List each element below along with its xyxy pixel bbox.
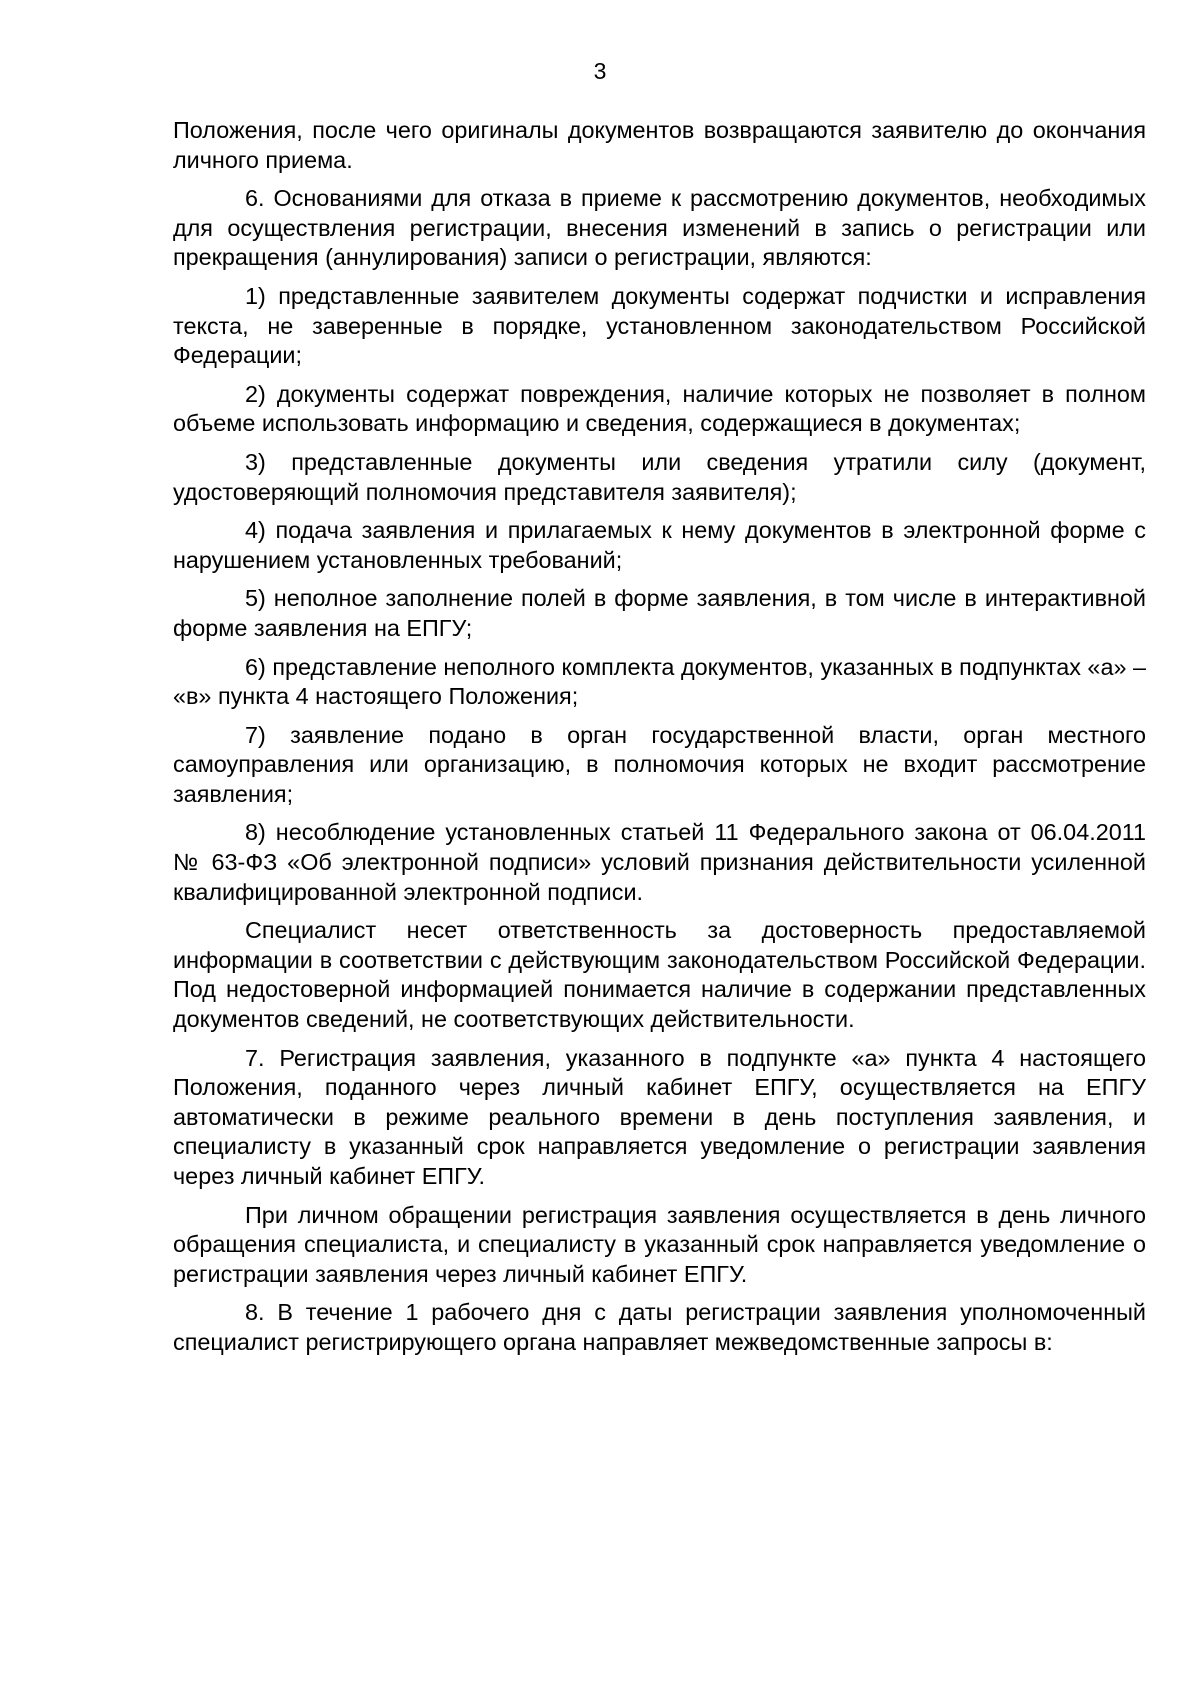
- list-item: 5) неполное заполнение полей в форме заявления, в том числе в интерактивной форме заявления на ЕПГУ;: [173, 585, 1146, 641]
- list-item: 2) документы содержат повреждения, наличие которых не позволяет в полном объеме использовать информацию и сведения, содержащиеся в документах;: [173, 380, 1146, 437]
- paragraph: Специалист несет ответственность за достоверность предоставляемой информации в соответствии с действующим законодательством Российской Федерации. Под недостоверной информацией понимается наличие в содержании представленных документов сведений, не соответствующих действительности.: [173, 917, 1146, 1033]
- list-item: 6) представление неполного комплекта документов, указанных в подпунктах «а» – «в» пункта 4 настоящего Положения;: [173, 653, 1146, 710]
- document-body: [173, 116, 1146, 1367]
- list-item: 4) подача заявления и прилагаемых к нему документов в электронной форме с нарушением установленных требований;: [173, 517, 1146, 573]
- paragraph-item-6: 6. Основаниями для отказа в приеме к рассмотрению документов, необходимых для осуществления регистрации, внесения изменений в запись о регистрации или прекращения (аннулирования) записи о регистрации, являются:: [173, 185, 1146, 271]
- page-number: 3: [593, 58, 607, 84]
- list-item: 1) представленные заявителем документы содержат подчистки и исправления текста, не заверенные в порядке, установленном законодательством Российской Федерации;: [173, 282, 1146, 369]
- paragraph: При личном обращении регистрация заявления осуществляется в день личного обращения специалиста, и специалисту в указанный срок направляется уведомление о регистрации заявления через личный кабинет ЕПГУ.: [173, 1201, 1146, 1287]
- paragraph-item-8: 8. В течение 1 рабочего дня с даты регистрации заявления уполномоченный специалист регистрирующего органа направляет межведомственные запросы в:: [173, 1299, 1146, 1355]
- list-item: 7) заявление подано в орган государственной власти, орган местного самоуправления или организацию, в полномочия которых не входит рассмотрение заявления;: [173, 721, 1146, 807]
- paragraph: Положения, после чего оригиналы документов возвращаются заявителю до окончания личного приема.: [173, 117, 1146, 173]
- list-item: 8) несоблюдение установленных статьей 11 Федерального закона от 06.04.2011 № 63-ФЗ «Об электронной подписи» условий признания действительности усиленной квалифицированной электронной подписи.: [173, 819, 1146, 905]
- list-item: 3) представленные документы или сведения утратили силу (документ, удостоверяющий полномочия представителя заявителя);: [173, 448, 1146, 505]
- paragraph-item-7: 7. Регистрация заявления, указанного в подпункте «а» пункта 4 настоящего Положения, поданного через личный кабинет ЕПГУ, осуществляется на ЕПГУ автоматически в режиме реального времени в день поступления заявления, и специалисту в указанный срок направляется уведомление о регистрации заявления через личный кабинет ЕПГУ.: [173, 1044, 1146, 1189]
